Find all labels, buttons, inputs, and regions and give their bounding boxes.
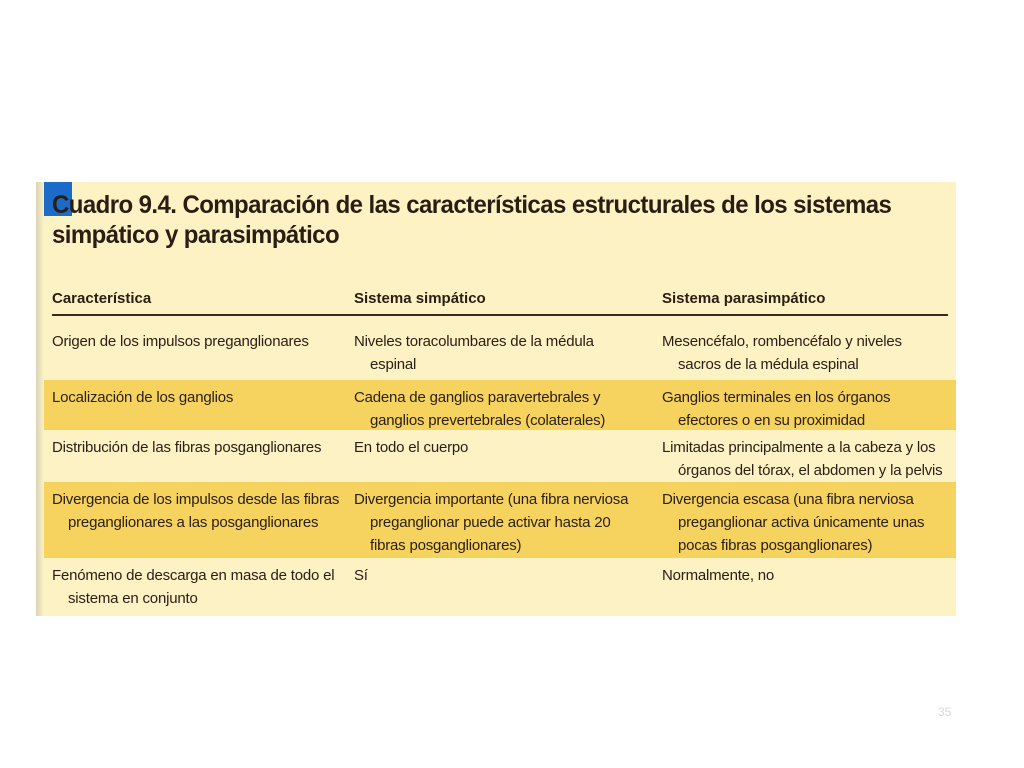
cell-line: pocas fibras posganglionares) — [678, 537, 873, 554]
cell-line: ganglios prevertebrales (colaterales) — [370, 412, 606, 429]
table-header-row — [52, 288, 948, 316]
cell-caracteristica — [52, 488, 342, 534]
cell-line: sistema en conjunto — [68, 590, 198, 607]
cell-line: Divergencia escasa (una fibra nerviosa — [662, 491, 914, 508]
cell-simpatico — [354, 330, 650, 376]
cell-caracteristica — [52, 564, 342, 610]
cell-simpatico — [354, 564, 650, 587]
page-binding-shadow — [36, 182, 44, 616]
cell-parasimpatico — [662, 564, 952, 587]
cell-parasimpatico — [662, 488, 952, 557]
header-sistema-simpatico: Sistema simpático — [354, 290, 486, 307]
cell-line: sacros de la médula espinal — [678, 356, 859, 373]
cell-line: preganglionares a las posganglionares — [68, 514, 319, 531]
cell-line: Ganglios terminales en los órganos — [662, 389, 891, 406]
header-sistema-parasimpatico: Sistema parasimpático — [662, 290, 826, 307]
cell-line: Cadena de ganglios paravertebrales y — [354, 389, 601, 406]
header-caracteristica: Característica — [52, 290, 152, 307]
cell-caracteristica — [52, 386, 342, 409]
cell-line: Normalmente, no — [662, 567, 775, 584]
cell-line: Sí — [354, 567, 368, 584]
table-row — [44, 324, 956, 380]
table-row — [44, 380, 956, 430]
cell-caracteristica — [52, 436, 342, 459]
table-row — [44, 558, 956, 616]
cell-line: espinal — [370, 356, 417, 373]
cell-simpatico — [354, 488, 650, 557]
cell-parasimpatico — [662, 436, 952, 482]
cell-simpatico — [354, 436, 650, 459]
cell-line: En todo el cuerpo — [354, 439, 469, 456]
table-title: Cuadro 9.4. Comparación de las características estructurales de los sistemas simpático y parasimpático — [52, 191, 892, 249]
cell-parasimpatico — [662, 330, 952, 376]
cell-line: preganglionar activa únicamente unas — [678, 514, 925, 531]
cell-line: efectores o en su proximidad — [678, 412, 866, 429]
cell-line: Niveles toracolumbares de la médula — [354, 333, 594, 350]
table-row — [44, 430, 956, 482]
cell-line: Distribución de las fibras posganglionares — [52, 439, 322, 456]
cell-line: Localización de los ganglios — [52, 389, 234, 406]
cell-line: Fenómeno de descarga en masa de todo el — [52, 567, 335, 584]
cell-parasimpatico — [662, 386, 952, 432]
cell-line: Origen de los impulsos preganglionares — [52, 333, 309, 350]
cell-line: Mesencéfalo, rombencéfalo y niveles — [662, 333, 902, 350]
cell-line: órganos del tórax, el abdomen y la pelvis — [678, 462, 943, 479]
cell-line: Divergencia de los impulsos desde las fibras — [52, 491, 340, 508]
cell-line: Divergencia importante (una fibra nerviosa — [354, 491, 629, 508]
cell-line: fibras posganglionares) — [370, 537, 522, 554]
cell-line: preganglionar puede activar hasta 20 — [370, 514, 611, 531]
scanned-table-image — [36, 182, 956, 616]
cell-simpatico — [354, 386, 650, 432]
cell-line: Limitadas principalmente a la cabeza y los — [662, 439, 936, 456]
table-row — [44, 482, 956, 558]
slide-number: 35 — [938, 705, 952, 719]
cell-caracteristica — [52, 330, 342, 353]
